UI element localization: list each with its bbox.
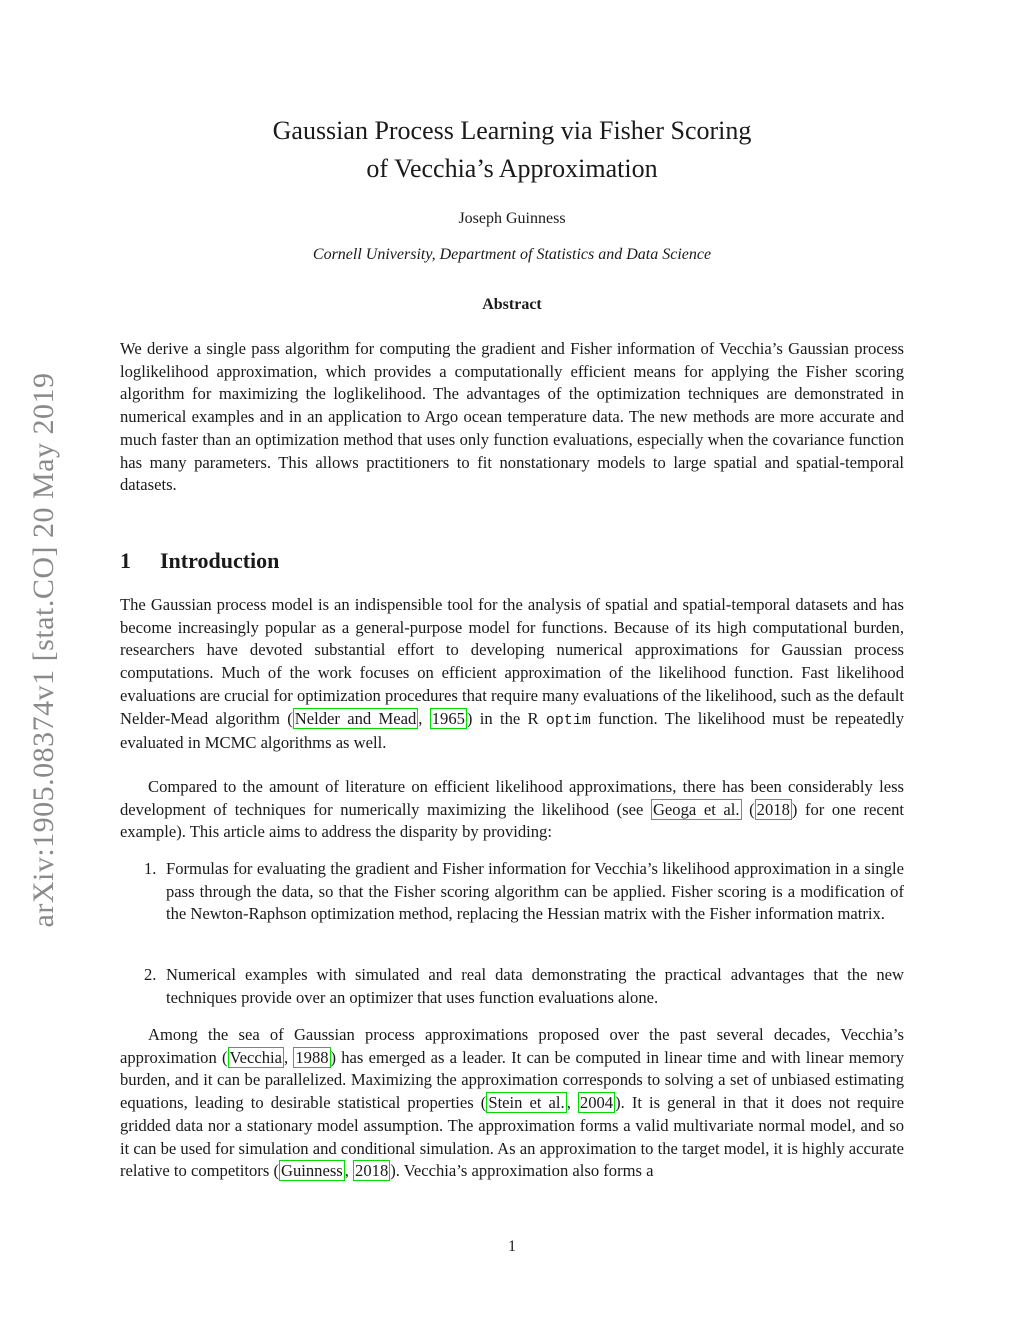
author-name: Joseph Guinness [458, 210, 566, 227]
list-number: 2. [144, 965, 157, 984]
paragraph-text: ) for one recent example). This article aims to address the disparity by providing: [120, 799, 904, 842]
code-inline: optim [545, 711, 591, 729]
intro-paragraph-1 [120, 594, 904, 755]
abstract-heading: Abstract [482, 296, 542, 313]
abstract-text: We derive a single pass algorithm for computing the gradient and Fisher information of Vecchia’s Gaussian process loglikelihood approximation, which provides a computationally efficient means for applying the Fisher scoring algorithm for maximizing the loglikelihood. The advantages of the optimization techniques are demonstrated in numerical examples and in an application to Argo ocean temperature data. The new methods are more accurate and much faster than an optimization method that uses only function evaluations, especially when the covariance function has many parameters. This allows practitioners to fit nonstationary models to large spatial and spatial-temporal datasets. [120, 339, 904, 495]
citation-separator: ( [741, 799, 755, 819]
paragraph-text: ) has emerged as a leader. It can be computed in linear time and with linear memory burden, and it can be parallelized. Maximizing the approximation corresponds to solving a set of unbiased estimating equations, leading to desirable statistical properties ( [120, 1047, 904, 1113]
paragraph-text: ). It is general in that it does not require gridded data nor a stationary model assumption. The approximation forms a valid multivariate normal model, and so it can be used for simulation and conditional simulation. As an approximation to the target model, it is highly accurate relative to competitors ( [120, 1093, 905, 1181]
citation-year-link[interactable]: 2018 [355, 1161, 389, 1181]
paper-title [0, 112, 1024, 188]
paragraph-text: ) in the R [466, 708, 546, 728]
citation-year-link[interactable]: 1965 [431, 708, 465, 728]
citation-separator: , [344, 1161, 354, 1181]
citation-link-vecchia[interactable]: Vecchia [229, 1047, 283, 1067]
paragraph-text: The Gaussian process model is an indispensible tool for the analysis of spatial and spatial-temporal datasets and has become increasingly popular as a general-purpose model for functions. Because of its high computational burden, researchers have devoted substantial effort to developing numerical approximations for Gaussian process computations. Much of the work focuses on efficient approximation of the likelihood function. Fast likelihood evaluations are crucial for optimization procedures that require many evaluations of the likelihood, such as the default Nelder-Mead algorithm ( [120, 595, 904, 728]
intro-paragraph-2 [120, 776, 904, 844]
title-line-2: of Vecchia’s Approximation [366, 154, 658, 183]
section-heading [120, 548, 279, 574]
list-item [120, 964, 904, 1009]
list-text: Numerical examples with simulated and real data demonstrating the practical advantages that the new techniques provide over an optimizer that uses function evaluations alone. [166, 965, 904, 1007]
paragraph-text: Compared to the amount of literature on efficient likelihood approximations, there has been considerably less development of techniques for numerically maximizing the likelihood (see [120, 777, 904, 819]
paragraph-text: Among the sea of Gaussian process approximations proposed over the past several decades, Vecchia’s approximation ( [120, 1025, 904, 1067]
list-item [120, 858, 904, 926]
citation-link-guinness[interactable]: Guinness [280, 1161, 343, 1181]
section-title: Introduction [160, 548, 280, 573]
citation-year-link[interactable]: 2018 [756, 799, 790, 819]
citation-link-geoga[interactable]: Geoga et al. [652, 799, 740, 819]
title-line-1: Gaussian Process Learning via Fisher Scoring [272, 116, 752, 145]
citation-separator: , [418, 708, 430, 728]
arxiv-identifier: arXiv:1905.08374v1 [stat.CO] 20 May 2019 [27, 372, 60, 928]
intro-paragraph-3 [120, 1024, 904, 1183]
list-text: Formulas for evaluating the gradient and Fisher information for Vecchia’s likelihood approximation in a single pass through the data, so that the Fisher scoring algorithm can be applied. Fisher scoring is a modification of the Newton-Raphson optimization method, replacing the Hessian matrix with the Fisher information matrix. [166, 859, 904, 924]
citation-year-link[interactable]: 2004 [579, 1093, 614, 1113]
paragraph-text: function. The likelihood must be repeatedly evaluated in MCMC algorithms as well. [120, 708, 904, 753]
section-number: 1 [120, 548, 131, 573]
list-number: 1. [144, 859, 157, 878]
paragraph-text: ). Vecchia’s approximation also forms a [390, 1161, 654, 1181]
page-number: 1 [508, 1238, 516, 1255]
citation-separator: , [284, 1047, 294, 1067]
citation-link-nelder-mead[interactable]: Nelder and Mead [294, 708, 417, 728]
citation-link-stein[interactable]: Stein et al. [488, 1093, 565, 1113]
citation-separator: , [566, 1093, 578, 1113]
citation-year-link[interactable]: 1988 [295, 1047, 329, 1067]
author-affiliation: Cornell University, Department of Statistics and Data Science [312, 246, 712, 263]
